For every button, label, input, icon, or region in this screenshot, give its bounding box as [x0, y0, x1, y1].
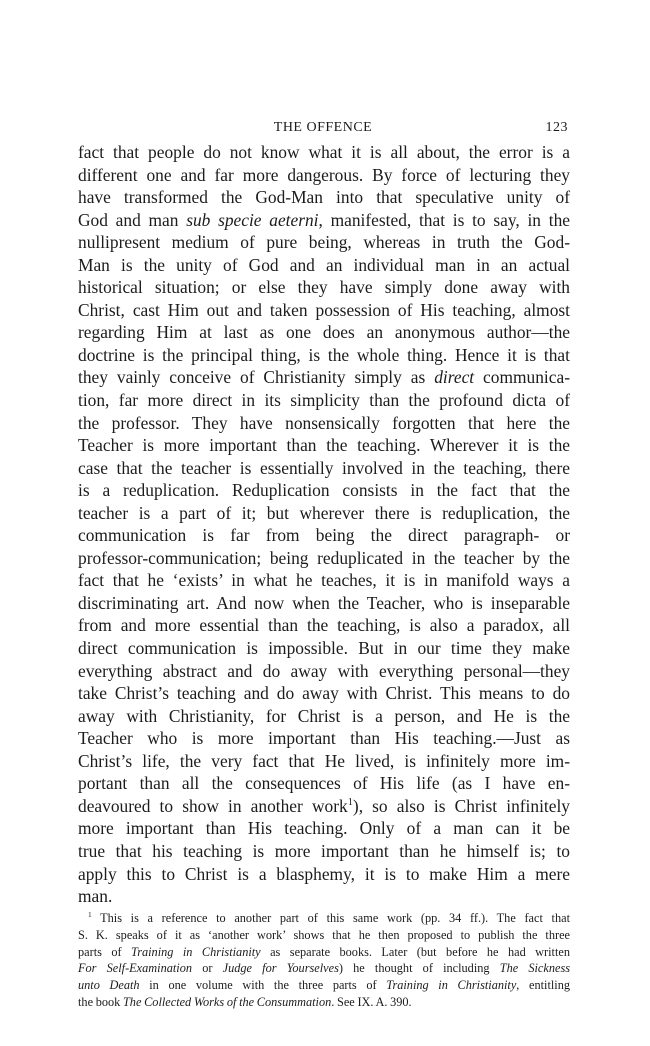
body-line: direct communication is impossible. But in our time they make: [78, 638, 570, 659]
body-line: doctrine is the principal thing, is the whole thing. Hence it is that: [78, 344, 570, 365]
footnote-line: For Self-Examination or Judge for Yourselves) he thought of including The Sickness: [78, 961, 571, 976]
body-line: Teacher who is more important than His teaching.—Just as: [78, 728, 570, 749]
body-line: God and man sub specie aeterni, manifested, that is to say, in the: [78, 209, 570, 230]
body-line: Christ’s life, the very fact that He lived, is infinitely more im-: [78, 750, 570, 771]
body-line: fact that he ‘exists’ in what he teaches, it is in manifold ways a: [78, 570, 570, 591]
body-line: fact that people do not know what it is all about, the error is a: [78, 142, 570, 162]
page-number: 123: [545, 120, 568, 135]
body-line: Christ, cast Him out and taken possession of His teaching, almost: [78, 299, 570, 320]
body-line: portant than all the consequences of His life (as I have en-: [78, 773, 570, 794]
footnote-line: unto Death in one volume with the three parts of Training in Christianity, entitling: [78, 978, 571, 993]
body-line: professor-communication; being reduplicated in the teacher by the: [78, 547, 570, 568]
body-line: teacher is a part of it; but wherever there is reduplication, the: [78, 502, 570, 523]
footnote-line: parts of Training in Christianity as separate books. Later (but before he had written: [78, 944, 570, 959]
body-text: [78, 141, 570, 908]
body-line: nullipresent medium of pure being, whereas in truth the God-: [78, 232, 570, 253]
body-line: true that his teaching is more important than he himself is; to: [78, 840, 570, 861]
body-line: everything abstract and do away with everything personal—they: [78, 660, 570, 681]
footnote-line: S. K. speaks of it as ‘another work’ shows that he then proposed to publish the three: [78, 927, 570, 942]
body-line: discriminating art. And now when the Teacher, who is inseparable: [78, 592, 570, 613]
footnotes: [78, 910, 570, 1011]
body-line: from and more essential than the teaching, is also a paradox, all: [78, 615, 570, 636]
body-line: they vainly conceive of Christianity simply as direct communica-: [78, 367, 570, 388]
body-line: take Christ’s teaching and do away with Christ. This means to do: [78, 683, 570, 704]
footnote-line: the book The Collected Works of the Consummation. See IX. A. 390.: [78, 994, 412, 1009]
running-title: THE OFFENCE: [273, 120, 373, 135]
footnote-line: $^1$ This is a reference to another part of this same work (pp. 34 ff.). The fact that: [88, 909, 570, 925]
body-line: man.: [78, 886, 113, 907]
body-line: regarding Him at last as one does an anonymous author—the: [78, 322, 570, 343]
body-line: apply this to Christ is a blasphemy, it is to make Him a mere: [78, 863, 570, 884]
body-line: case that the teacher is essentially involved in the teaching, there: [78, 457, 570, 478]
body-line: is a reduplication. Reduplication consists in the fact that the: [78, 480, 570, 501]
body-line: historical situation; or else they have simply done away with: [78, 277, 570, 298]
body-line: deavoured to show in another work$^1$), so also is Christ infinitely: [78, 795, 570, 816]
running-head: [78, 120, 568, 140]
body-line: Man is the unity of God and an individual man in an actual: [78, 254, 570, 275]
body-line: different one and far more dangerous. By force of lecturing they: [78, 164, 570, 185]
body-line: away with Christianity, for Christ is a person, and He is the: [78, 705, 570, 726]
body-line: Teacher is more important than the teaching. Wherever it is the: [78, 435, 570, 456]
body-line: more important than His teaching. Only of a man can it be: [78, 818, 570, 839]
body-line: tion, far more direct in its simplicity than the profound dicta of: [78, 390, 570, 411]
body-line: communication is far from being the direct paragraph- or: [78, 525, 570, 546]
body-line: have transformed the God-Man into that speculative unity of: [78, 187, 570, 208]
body-line: the professor. They have nonsensically forgotten that here the: [78, 412, 570, 433]
